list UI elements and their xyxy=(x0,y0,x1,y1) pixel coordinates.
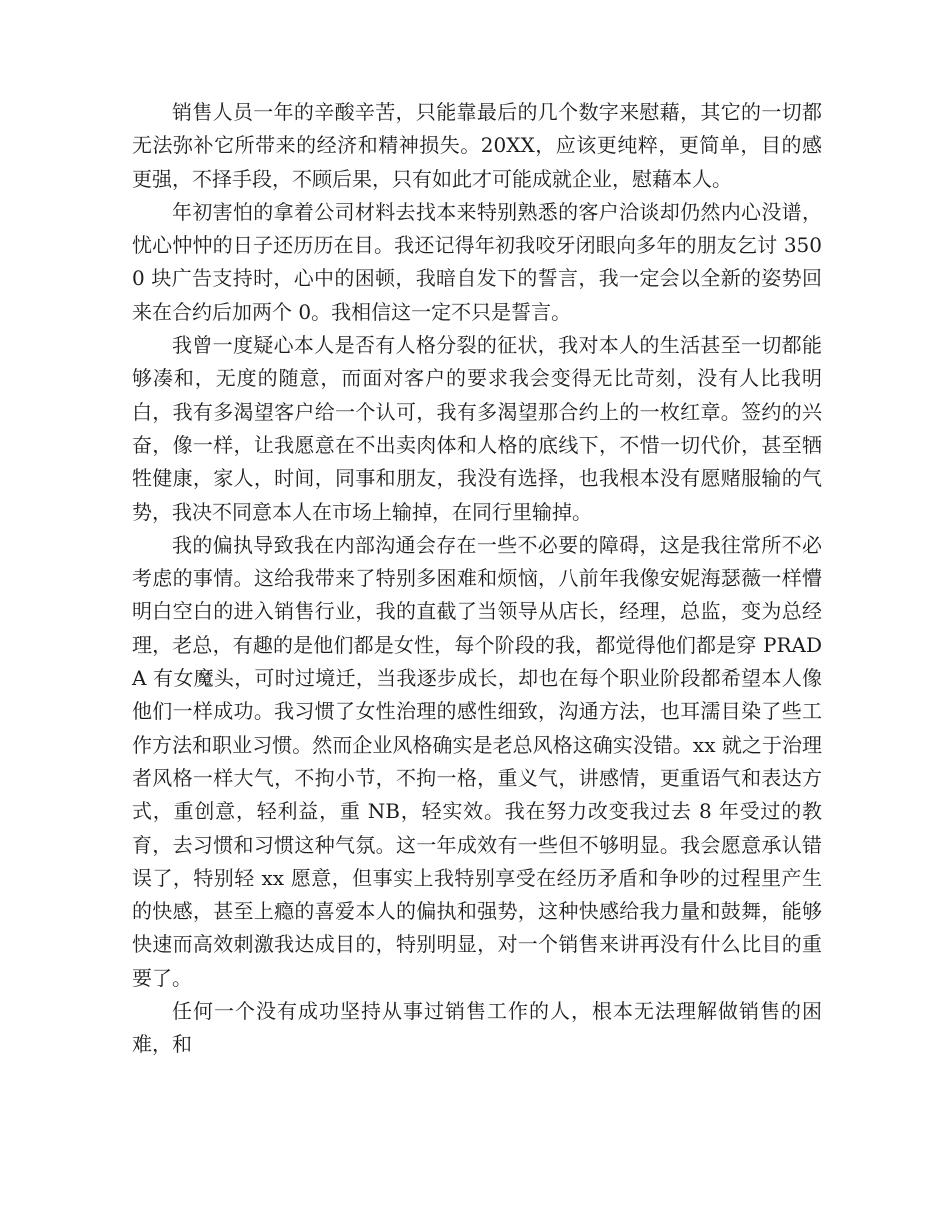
paragraph: 年初害怕的拿着公司材料去找本来特别熟悉的客户洽谈却仍然内心没谱，忧心忡忡的日子还历历在目。我还记得年初我咬牙闭眼向多年的朋友乞讨 3500 块广告支持时，心中的困顿，我暗自发下的誓言，我一定会以全新的姿势回来在合约后加两个 0。我相信这一定不只是誓言。 xyxy=(132,199,822,324)
paragraph: 任何一个没有成功坚持从事过销售工作的人，根本无法理解做销售的困难，和 xyxy=(132,999,822,1057)
document-body xyxy=(132,96,822,1062)
paragraph: 我的偏执导致我在内部沟通会存在一些不必要的障碍，这是我往常所不必考虑的事情。这给我带来了特别多困难和烦恼，八前年我像安妮海瑟薇一样懵明白空白的进入销售行业，我的直截了当领导从店长，经理，总监，变为总经理，老总，有趣的是他们都是女性，每个阶段的我，都觉得他们都是穿 PRADA 有女魔头，可时过境迁，当我逐步成长，却也在每个职业阶段都希望本人像他们一样成功。我习惯了女性治理的感性细致，沟通方法，也耳濡目染了些工作方法和职业习惯。然而企业风格确实是老总风格这确实没错。xx 就之于治理者风格一样大气，不拘小节，不拘一格，重义气，讲感情，更重语气和表达方式，重创意，轻利益，重 NB，轻实效。我在努力改变我过去 8 年受过的教育，去习惯和习惯这种气氛。这一年成效有一些但不够明显。我会愿意承认错误了，特别轻 xx 愿意，但事实上我特别享受在经历矛盾和争吵的过程里产生的快感，甚至上瘾的喜爱本人的偏执和强势，这种快感给我力量和鼓舞，能够快速而高效刺激我达成目的，特别明显，对一个销售来讲再没有什么比目的重要了。 xyxy=(132,532,822,990)
paragraph: 我曾一度疑心本人是否有人格分裂的征状，我对本人的生活甚至一切都能够凑和，无度的随意，而面对客户的要求我会变得无比苛刻，没有人比我明白，我有多渴望客户给一个认可，我有多渴望那合约上的一枚红章。签约的兴奋，像一样，让我愿意在不出卖肉体和人格的底线下，不惜一切代价，甚至牺牲健康，家人，时间，同事和朋友，我没有选择，也我根本没有愿赌服输的气势，我决不同意本人在市场上输掉，在同行里输掉。 xyxy=(132,333,822,524)
paragraph: 销售人员一年的辛酸辛苦，只能靠最后的几个数字来慰藉，其它的一切都无法弥补它所带来的经济和精神损失。20XX，应该更纯粹，更简单，目的感更强，不择手段，不顾后果，只有如此才可能成就企业，慰藉本人。 xyxy=(132,100,822,191)
